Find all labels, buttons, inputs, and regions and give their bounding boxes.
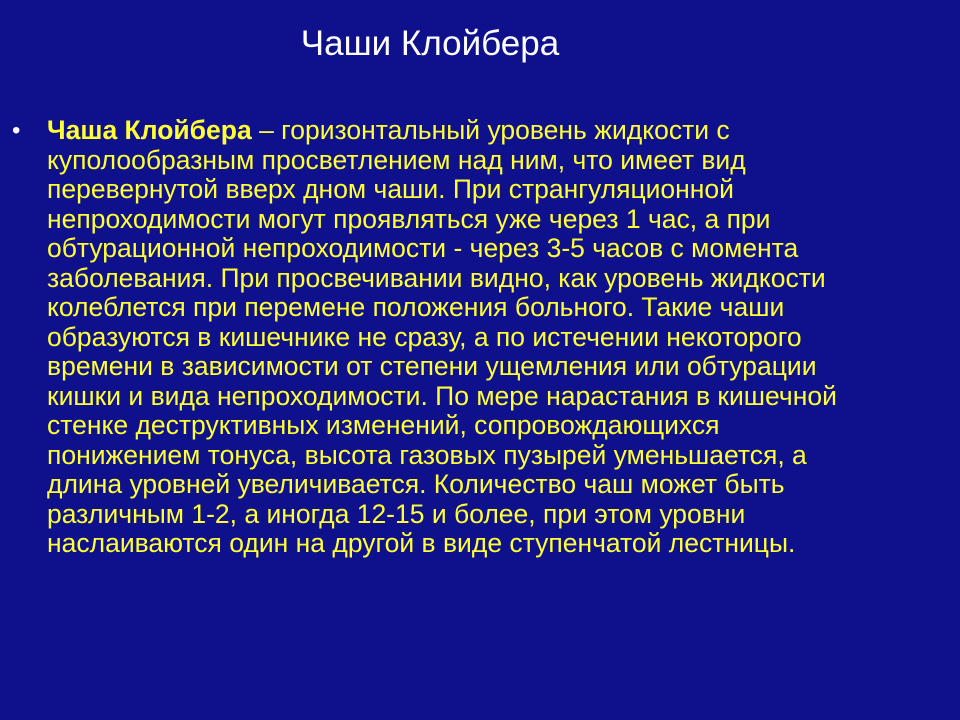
bullet-paragraph: [47, 116, 872, 559]
bullet-item: [12, 116, 872, 559]
term-bold: Чаша Клойбера: [47, 115, 252, 145]
slide-title: Чаши Клойбера: [300, 24, 560, 63]
definition-text: – горизонтальный уровень жидкости с куполообразным просветлением над ним, что имеет вид перевернутой вверх дном чаши. При странгуляционной непроходимости могут проявляться уже через 1 час, а при обтурационной непроходимости - через 3-5 часов с момента заболевания. При просвечивании видно, как уровень жидкости колеблется при перемене положения больного. Такие чаши образуются в кишечнике не сразу, а по истечении некоторого времени в зависимости от степени ущемления или обтурации кишки и вида непроходимости. По мере нарастания в кишечной стенке деструктивных изменений, сопровождающихся понижением тонуса, высота газовых пузырей уменьшается, а длина уровней увеличивается. Количество чаш может быть различным 1-2, а иногда 12-15 и более, при этом уровни наслаиваются один на другой в виде ступенчатой лестницы.: [47, 115, 837, 558]
bullet-marker-icon: •: [12, 117, 21, 144]
slide-content: [12, 116, 872, 559]
